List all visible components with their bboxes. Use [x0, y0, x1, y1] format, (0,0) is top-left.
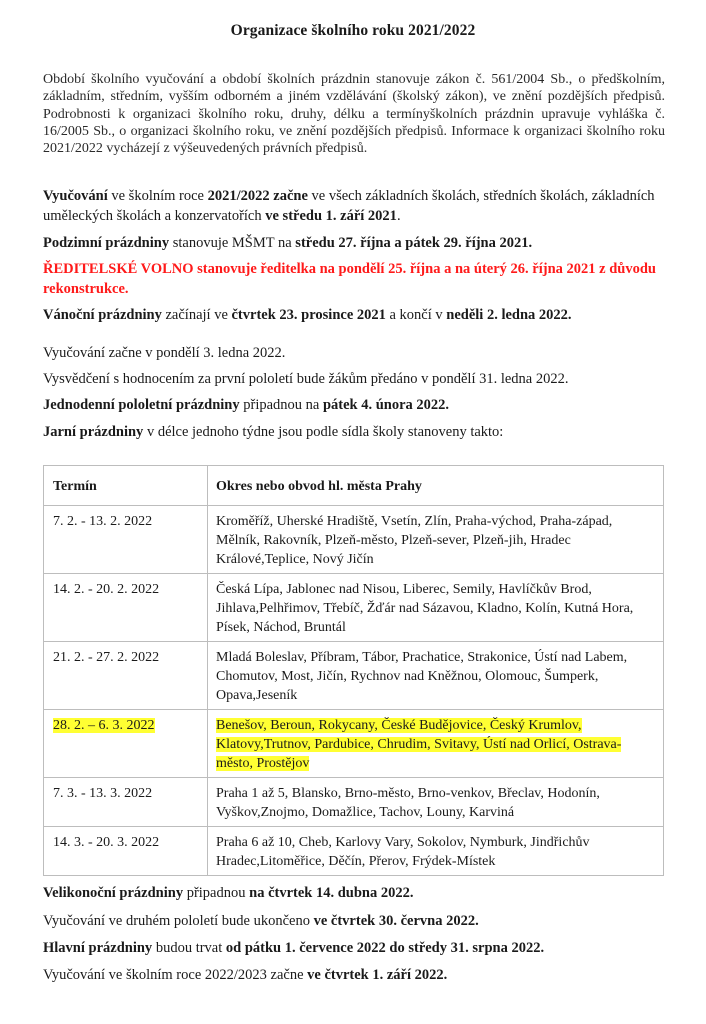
christmas-end: neděli 2. ledna 2022. [446, 307, 572, 323]
second-semester-end-paragraph [43, 912, 669, 931]
report-card-paragraph: Vysvědčení s hodnocením za první pololetí bude žákům předáno v pondělí 31. ledna 2022. [43, 371, 569, 387]
table-row-highlighted [44, 710, 664, 778]
text-fragment: Vyučování ve druhém pololetí bude ukončeno [43, 913, 314, 929]
districts-cell [208, 506, 664, 574]
christmas-start: čtvrtek 23. prosince 2021 [231, 307, 386, 323]
term-cell [44, 827, 208, 876]
term-cell [44, 778, 208, 827]
term-text: 7. 2. - 13. 2. 2022 [53, 514, 153, 529]
text-fragment: ve školním roce [107, 188, 208, 204]
term-text: 14. 3. - 20. 3. 2022 [53, 835, 160, 850]
intro-paragraph: Období školního vyučování a období školních prázdnin stanovuje zákon č. 561/2004 Sb., o předškolním, základním, středním, vyšším odborném a jiném vzdělávání (školský zákon), ve znění pozdějších předpisů. Podrobnosti k organizaci školního roku, druhy, délku a termínyškolních prázdnin upravuje vyhláška č. 16/2005 Sb., o organizaci školního roku, ve znění pozdějších předpisů. Informace k organizaci školního roku 2021/2022 vycházejí z výšeuvedených právních předpisů. [43, 72, 665, 157]
districts-text-highlighted: Benešov, Beroun, Rokycany, České Budějovice, Český Krumlov, Klatovy,Trutnov, Pardubice, Chrudim, Svitavy, Ústí nad Orlicí, Ostrava-město, Prostějov [216, 718, 622, 771]
districts-text: Mladá Boleslav, Příbram, Tábor, Prachatice, Strakonice, Ústí nad Labem, Chomutov, Most, Jičín, Rychnov nad Kněžnou, Olomouc, Šumperk, Opava,Jeseník [216, 650, 628, 703]
text-fragment: začínají ve [161, 307, 232, 323]
teaching-label: Vyučování [43, 188, 108, 204]
text-fragment: Vyučování ve školním roce 2022/2023 začne [43, 967, 308, 983]
christmas-label: Vánoční prázdniny [43, 307, 162, 323]
next-year-start-date: ve čtvrtek 1. září 2022. [307, 967, 448, 983]
districts-text: Kroměříž, Uherské Hradiště, Vsetín, Zlín, Praha-východ, Praha-západ, Mělník, Rakovník, Plzeň-město, Plzeň-sever, Plzeň-jih, Hradec Králové,Teplice, Nový Jičín [216, 514, 613, 567]
summer-holidays-paragraph [43, 939, 669, 958]
spring-label: Jarní prázdniny [43, 424, 144, 440]
christmas-holidays-paragraph [43, 306, 669, 326]
text-fragment: připadnou [183, 885, 250, 901]
summer-dates: od pátku 1. července 2022 do středy 31. srpna 2022. [225, 940, 545, 956]
director-leave-notice: ŘEDITELSKÉ VOLNO stanovuje ředitelka na pondělí 25. října a na úterý 26. října 2021 z důvodu rekonstrukce. [43, 261, 656, 297]
teaching-resume-paragraph: Vyučování začne v pondělí 3. ledna 2022. [43, 345, 286, 361]
spring-holidays-paragraph [43, 423, 669, 443]
semester-holiday-date: pátek 4. února 2022. [322, 397, 450, 413]
semester-holiday-label: Jednodenní pololetní prázdniny [43, 397, 240, 413]
term-cell [44, 642, 208, 710]
districts-cell [208, 710, 664, 778]
table-row [44, 642, 664, 710]
table-row [44, 574, 664, 642]
text-fragment: a končí v [385, 307, 447, 323]
term-text-highlighted: 28. 2. – 6. 3. 2022 [53, 718, 155, 733]
term-text: 21. 2. - 27. 2. 2022 [53, 650, 160, 665]
semester-holiday-paragraph [43, 396, 669, 416]
text-fragment: v délce jednoho týdne jsou podle sídla školy stanoveny takto: [143, 424, 504, 440]
easter-date: na čtvrtek 14. dubna 2022. [249, 885, 414, 901]
text-fragment: . [396, 207, 401, 224]
text-fragment: ve všech základních školách, středních školách, základních uměleckých školách a konzervatořích [43, 188, 655, 224]
table-row [44, 506, 664, 574]
start-date: ve středu 1. září 2021 [265, 207, 397, 224]
easter-label: Velikonoční prázdniny [43, 885, 184, 901]
spring-holidays-table [43, 465, 664, 876]
autumn-holidays-paragraph [43, 234, 669, 254]
term-cell [44, 710, 208, 778]
districts-cell [208, 778, 664, 827]
districts-text: Praha 1 až 5, Blansko, Brno-město, Brno-venkov, Břeclav, Hodonín, Vyškov,Znojmo, Domažlice, Tachov, Louny, Karviná [216, 786, 600, 820]
districts-text: Česká Lípa, Jablonec nad Nisou, Liberec, Semily, Havlíčkův Brod, Jihlava,Pelhřimov, Třebíč, Žďár nad Sázavou, Kladno, Kolín, Kutná Hora, Písek, Náchod, Bruntál [216, 582, 634, 635]
text-fragment: stanovuje MŠMT na [169, 235, 296, 251]
districts-cell [208, 827, 664, 876]
districts-cell [208, 574, 664, 642]
term-text: 7. 3. - 13. 3. 2022 [53, 786, 153, 801]
summer-label: Hlavní prázdniny [43, 940, 153, 956]
text-fragment-bold: 2021/2022 začne [207, 188, 308, 204]
districts-cell [208, 642, 664, 710]
autumn-label: Podzimní prázdniny [43, 235, 170, 251]
autumn-dates: středu 27. října a pátek 29. října 2021. [295, 235, 533, 251]
text-fragment: připadnou na [239, 397, 323, 413]
column-header-term: Termín [44, 466, 208, 506]
next-year-start-paragraph [43, 966, 669, 985]
term-text: 14. 2. - 20. 2. 2022 [53, 582, 160, 597]
column-header-district: Okres nebo obvod hl. města Prahy [208, 466, 664, 506]
districts-text: Praha 6 až 10, Cheb, Karlovy Vary, Sokolov, Nymburk, Jindřichův Hradec,Litoměřice, Děčín, Přerov, Frýdek-Místek [216, 835, 590, 869]
table-header-row [44, 466, 664, 506]
semester-end-date: ve čtvrtek 30. června 2022. [313, 913, 479, 929]
table-row [44, 778, 664, 827]
easter-holidays-paragraph [43, 884, 669, 903]
page-title: Organizace školního roku 2021/2022 [230, 22, 476, 39]
term-cell [44, 506, 208, 574]
term-cell [44, 574, 208, 642]
table-row [44, 827, 664, 876]
text-fragment: budou trvat [152, 940, 226, 956]
teaching-start-paragraph [43, 187, 669, 226]
